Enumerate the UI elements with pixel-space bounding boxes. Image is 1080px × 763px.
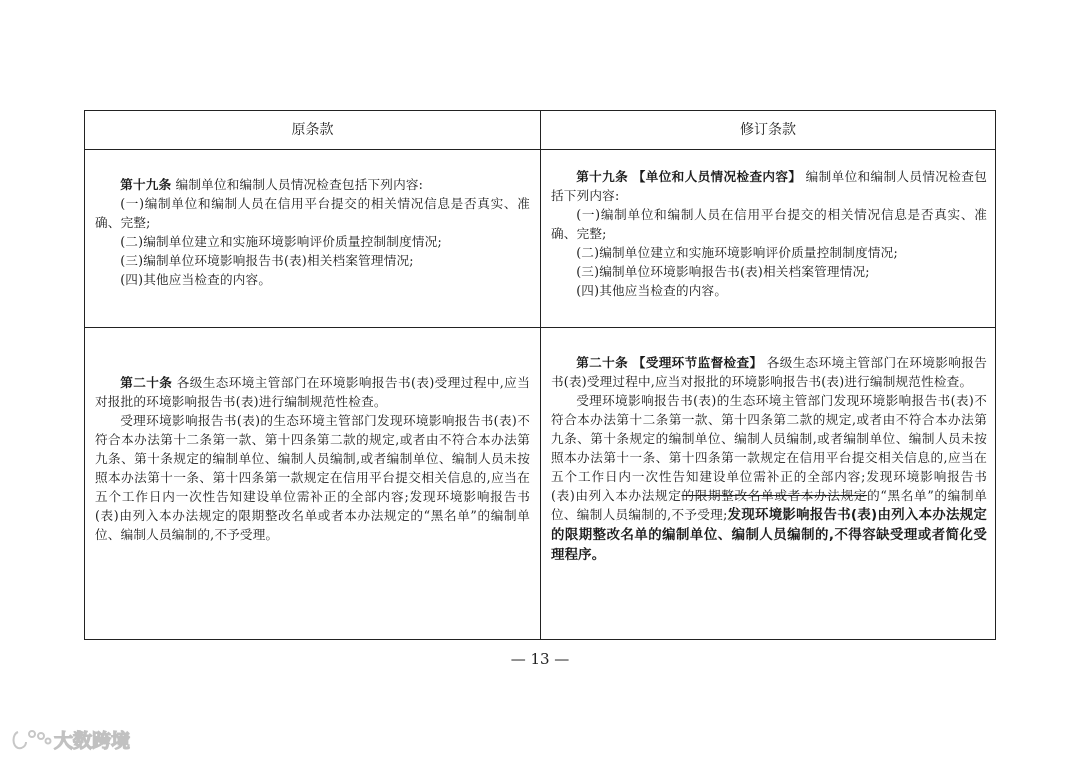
page-number: — 13 — — [510, 650, 570, 668]
article-19-revised-item: (三)编制单位环境影响报告书(表)相关档案管理情况; — [576, 264, 870, 279]
article-20-revised-para1: 各级生态环境主管部门在环境影响报告书(表)受理过程中,应当对报批的环境影响报告书(表)进行编制规范性检查。 — [551, 355, 987, 389]
article-19-revised-item: (一)编制单位和编制人员在信用平台提交的相关情况信息是否真实、准确、完整; — [551, 207, 987, 241]
header-revised-clause: 修订条款 — [740, 122, 796, 138]
article-20-original-lead: 第二十条 — [120, 375, 173, 390]
article-19-original-intro: 编制单位和编制人员情况检查包括下列内容: — [171, 177, 424, 192]
article-19-revised-item: (四)其他应当检查的内容。 — [576, 283, 728, 298]
article-20-revised-semicolon: ; — [723, 507, 728, 522]
svg-text:大数跨境: 大数跨境 — [54, 730, 131, 752]
article-19-original-item: (四)其他应当检查的内容。 — [120, 272, 272, 287]
article-20-original-para1: 各级生态环境主管部门在环境影响报告书(表)受理过程中,应当对报批的环境影响报告书(表)进行编制规范性检查。 — [95, 375, 530, 409]
article-19-original-item: (一)编制单位和编制人员在信用平台提交的相关情况信息是否真实、准确、完整; — [95, 196, 530, 230]
comparison-table — [84, 110, 996, 640]
header-original-clause: 原条款 — [291, 122, 334, 138]
article-20-revised-para2-cont: 的“黑名单”的编制单位、编制人员编制的,不予受理 — [551, 488, 987, 522]
article-20-original — [85, 373, 540, 544]
article-19-revised — [541, 167, 995, 300]
watermark — [8, 722, 144, 758]
article-19-original-item: (二)编制单位建立和实施环境影响评价质量控制制度情况; — [120, 234, 442, 249]
header-row-divider — [85, 149, 995, 150]
article-19-revised-intro: 编制单位和编制人员情况检查包括下列内容: — [551, 169, 987, 203]
watermark-logo-icon — [8, 724, 144, 756]
article-20-revised — [541, 353, 995, 565]
article-19-revised-item: (二)编制单位建立和实施环境影响评价质量控制制度情况; — [576, 245, 898, 260]
article-19-revised-lead: 第十九条 【单位和人员情况检查内容】 — [576, 169, 802, 184]
article-20-original-para2: 受理环境影响报告书(表)的生态环境主管部门发现环境影响报告书(表)不符合本办法第十二条第一款、第十四条第二款的规定,或者由不符合本办法第九条、第十条规定的编制单位、编制人员编制,或者编制单位、编制人员未按照本办法第十一条、第十四条第一款规定在信用平台提交相关信息的,应当在五个工作日内一次性告知建设单位需补正的全部内容;发现环境影响报告书(表)由列入本办法规定的限期整改名单或者本办法规定的“黑名单”的编制单位、编制人员编制的,不予受理。 — [95, 413, 530, 542]
deleted-text: 的限期整改名单或者本办法规定 — [681, 488, 868, 503]
article-19-original-item: (三)编制单位环境影响报告书(表)相关档案管理情况; — [120, 253, 414, 268]
article-19-original — [85, 175, 540, 289]
added-text: 发现环境影响报告书(表)由列入本办法规定的限期整改名单的编制单位、编制人员编制的,不得容缺受理或者简化受理程序。 — [551, 508, 987, 563]
row-divider — [85, 327, 995, 328]
article-19-original-lead: 第十九条 — [120, 177, 172, 192]
article-20-revised-para2: 受理环境影响报告书(表)的生态环境主管部门发现环境影响报告书(表)不符合本办法第十二条第一款、第十四条第二款的规定,或者由不符合本办法第九条、第十条规定的编制单位、编制人员编制,或者编制单位、编制人员未按照本办法第十一条、第十四条第一款规定在信用平台提交相关信息的,应当在五个工作日内一次性告知建设单位需补正的全部内容;发现环境影响报告书(表)由列入本办法规定 — [551, 393, 987, 503]
article-20-revised-lead: 第二十条 【受理环节监督检查】 — [576, 355, 763, 370]
